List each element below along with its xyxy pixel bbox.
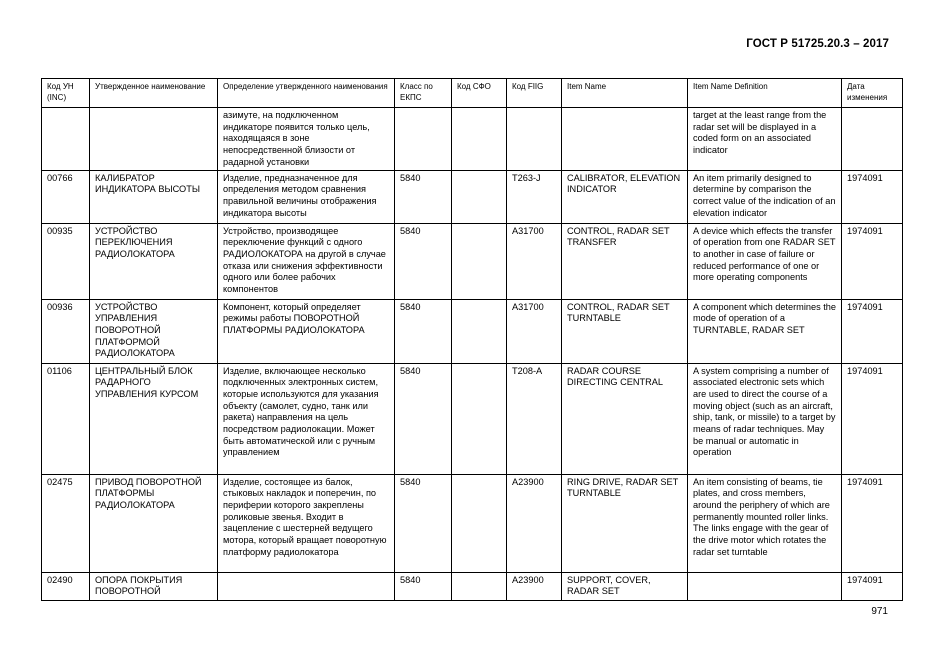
document-code: ГОСТ Р 51725.20.3 – 2017: [746, 38, 889, 50]
col-header-inc: Код УН (INC): [42, 79, 90, 108]
cell-sfo-code: [452, 572, 507, 600]
cell-item-name: [562, 108, 688, 171]
cell-change-date: 1974091: [842, 572, 903, 600]
cell-change-date: [842, 108, 903, 171]
cell-ekps-class: 5840: [395, 223, 452, 299]
cell-fiig-code: A23900: [507, 572, 562, 600]
cell-change-date: 1974091: [842, 223, 903, 299]
col-header-change-date: Дата изменения: [842, 79, 903, 108]
cell-item-name: CONTROL, RADAR SET TRANSFER: [562, 223, 688, 299]
cell-fiig-code: A31700: [507, 299, 562, 363]
col-header-ekps-class: Класс по ЕКПС: [395, 79, 452, 108]
cell-approved-name: ПРИВОД ПОВОРОТНОЙ ПЛАТФОРМЫ РАДИОЛОКАТОРА: [90, 474, 218, 572]
catalog-table: [41, 78, 903, 601]
cell-inc: 00936: [42, 299, 90, 363]
cell-approved-name: УСТРОЙСТВО УПРАВЛЕНИЯ ПОВОРОТНОЙ ПЛАТФОРМОЙ РАДИОЛОКАТОРА: [90, 299, 218, 363]
cell-inc: 02475: [42, 474, 90, 572]
cell-item-name: RING DRIVE, RADAR SET TURNTABLE: [562, 474, 688, 572]
cell-inc: 00935: [42, 223, 90, 299]
col-header-item-name: Item Name: [562, 79, 688, 108]
table-row: [42, 170, 903, 223]
cell-item-definition: An item primarily designed to determine by comparison the correct value of the indication of an elevation indicator: [688, 170, 842, 223]
col-header-definition: Определение утвержденного наименования: [218, 79, 395, 108]
cell-definition: Устройство, производящее переключение функций с одного РАДИОЛОКАТОРА на другой в случае отказа или снижения эффективности одного или более рабочих компонентов: [218, 223, 395, 299]
table-header-row: [42, 79, 903, 108]
cell-sfo-code: [452, 108, 507, 171]
cell-fiig-code: A23900: [507, 474, 562, 572]
cell-definition: Компонент, который определяет режимы работы ПОВОРОТНОЙ ПЛАТФОРМЫ РАДИОЛОКАТОРА: [218, 299, 395, 363]
cell-change-date: 1974091: [842, 474, 903, 572]
cell-sfo-code: [452, 363, 507, 474]
cell-definition: азимуте, на подключенном индикаторе появится только цель, находящаяся в зоне непосредственной близости от радарной установки: [218, 108, 395, 171]
cell-approved-name: ОПОРА ПОКРЫТИЯ ПОВОРОТНОЙ: [90, 572, 218, 600]
cell-item-definition: [688, 572, 842, 600]
cell-item-definition: An item consisting of beams, tie plates, and cross members, around the periphery of which are permanently mounted roller links. The links engage with the gear of the drive motor which rotates the radar set turntable: [688, 474, 842, 572]
cell-fiig-code: A31700: [507, 223, 562, 299]
cell-change-date: 1974091: [842, 170, 903, 223]
col-header-fiig-code: Код FIIG: [507, 79, 562, 108]
cell-approved-name: [90, 108, 218, 171]
cell-change-date: 1974091: [842, 299, 903, 363]
cell-item-definition: A component which determines the mode of operation of a TURNTABLE, RADAR SET: [688, 299, 842, 363]
cell-sfo-code: [452, 299, 507, 363]
cell-item-name: CONTROL, RADAR SET TURNTABLE: [562, 299, 688, 363]
table-row: [42, 299, 903, 363]
cell-definition: Изделие, включающее несколько подключенных электронных систем, которые используются для указания объекту (самолет, судно, танк или ракета) направления на цель посредством радиолокации. Может быть автоматической или с ручным управлением: [218, 363, 395, 474]
cell-fiig-code: T208-A: [507, 363, 562, 474]
table-row: [42, 474, 903, 572]
table-row: [42, 572, 903, 600]
cell-approved-name: УСТРОЙСТВО ПЕРЕКЛЮЧЕНИЯ РАДИОЛОКАТОРА: [90, 223, 218, 299]
cell-item-name: RADAR COURSE DIRECTING CENTRAL: [562, 363, 688, 474]
cell-inc: 01106: [42, 363, 90, 474]
cell-definition: Изделие, состоящее из балок, стыковых накладок и поперечин, по периферии которого закреплены роликовые звенья. Входит в зацепление с шестерней ведущего мотора, который вращает поворотную платформу радиолокатора: [218, 474, 395, 572]
col-header-item-definition: Item Name Definition: [688, 79, 842, 108]
cell-sfo-code: [452, 223, 507, 299]
cell-inc: 00766: [42, 170, 90, 223]
cell-inc: [42, 108, 90, 171]
cell-sfo-code: [452, 170, 507, 223]
table-row: [42, 223, 903, 299]
col-header-sfo-code: Код СФО: [452, 79, 507, 108]
cell-item-name: SUPPORT, COVER, RADAR SET: [562, 572, 688, 600]
cell-ekps-class: 5840: [395, 170, 452, 223]
cell-sfo-code: [452, 474, 507, 572]
cell-inc: 02490: [42, 572, 90, 600]
cell-item-name: CALIBRATOR, ELEVATION INDICATOR: [562, 170, 688, 223]
cell-item-definition: A system comprising a number of associated electronic sets which are used to direct the course of a moving object (such as an aircraft, ship, tank, or missile) to a target by means of radar techniques. May be manual or automatic in operation: [688, 363, 842, 474]
cell-ekps-class: 5840: [395, 363, 452, 474]
cell-approved-name: КАЛИБРАТОР ИНДИКАТОРА ВЫСОТЫ: [90, 170, 218, 223]
col-header-approved-name: Утвержденное наименование: [90, 79, 218, 108]
cell-fiig-code: [507, 108, 562, 171]
cell-fiig-code: T263-J: [507, 170, 562, 223]
page-number: 971: [871, 606, 888, 617]
cell-ekps-class: [395, 108, 452, 171]
table-row: [42, 108, 903, 171]
cell-definition: Изделие, предназначенное для определения методом сравнения правильной величины отображения индикатора высоты: [218, 170, 395, 223]
cell-item-definition: target at the least range from the radar set will be displayed in a coded form on an associated indicator: [688, 108, 842, 171]
cell-definition: [218, 572, 395, 600]
cell-ekps-class: 5840: [395, 474, 452, 572]
cell-item-definition: A device which effects the transfer of operation from one RADAR SET to another in case of failure or reduced performance of one or more operating components: [688, 223, 842, 299]
cell-approved-name: ЦЕНТРАЛЬНЫЙ БЛОК РАДАРНОГО УПРАВЛЕНИЯ КУРСОМ: [90, 363, 218, 474]
cell-ekps-class: 5840: [395, 299, 452, 363]
cell-ekps-class: 5840: [395, 572, 452, 600]
cell-change-date: 1974091: [842, 363, 903, 474]
table-row: [42, 363, 903, 474]
